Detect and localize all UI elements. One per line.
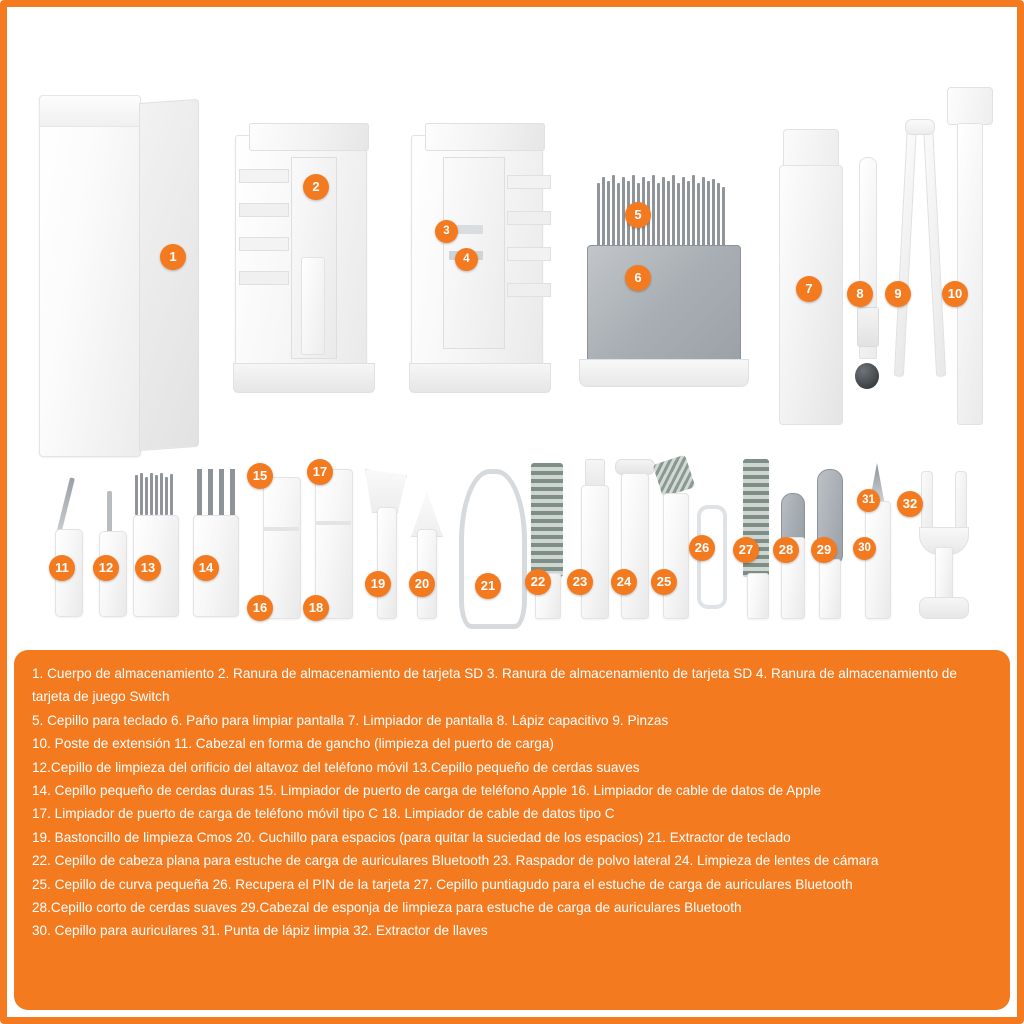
callout-3: 3 [435, 220, 458, 243]
legend-line-4: 12.Cepillo de limpieza del orificio del altavoz del teléfono móvil 13.Cepillo pequeño de cerdas suaves [32, 759, 640, 775]
legend-line-2: 5. Cepillo para teclado 6. Paño para limpiar pantalla 7. Limpiador de pantalla 8. Lápiz capacitivo 9. Pinzas [32, 712, 669, 728]
item-hook-head-wire [56, 477, 75, 534]
callout-5: 5 [625, 202, 651, 228]
item-case-right-tray-b [507, 211, 551, 225]
callout-14: 14 [193, 555, 219, 581]
product-photo-area [7, 7, 1017, 637]
callout-13: 13 [135, 555, 161, 581]
callout-28: 28 [773, 537, 799, 563]
item-tweezers-right-arm [923, 125, 946, 377]
item-case-left-tray-a [239, 169, 289, 183]
item-cloth-holder [579, 359, 749, 387]
item-short-soft-brush-head [781, 493, 805, 541]
legend-line-6: 17. Limpiador de puerto de carga de teléfono móvil tipo C 18. Limpiador de cable de datos tipo C [32, 806, 615, 822]
item-case-left-tray-d [239, 271, 289, 285]
item-keycap-puller [459, 469, 527, 629]
callout-8: 8 [847, 281, 873, 307]
callout-32: 32 [897, 491, 923, 517]
callout-30: 30 [853, 537, 876, 560]
item-extension-post-shaft [957, 123, 983, 425]
item-stylus-grip [857, 307, 879, 347]
item-flat-head-brush-bristles [531, 463, 563, 577]
item-pointed-brush-handle [747, 573, 769, 619]
callout-24: 24 [611, 569, 637, 595]
item-case-right-base [409, 363, 551, 393]
item-stylus-tip [855, 363, 879, 389]
item-case-right-tray-d [507, 283, 551, 297]
item-cmos-swab-handle [377, 507, 397, 619]
item-tweezers-joint [905, 119, 935, 135]
callout-11: 11 [49, 555, 75, 581]
callout-17: 17 [307, 459, 333, 485]
callout-19: 19 [365, 571, 391, 597]
callout-26: 26 [689, 535, 715, 561]
callout-7: 7 [796, 276, 822, 302]
item-case-left-tray-b [239, 203, 289, 217]
legend-line-9: 25. Cepillo de curva pequeña 26. Recupera el PIN de la tarjeta 27. Cepillo puntiagudo para el estuche de carga de auriculares Bluetooth [32, 876, 853, 892]
callout-18: 18 [303, 595, 329, 621]
legend-line-10: 28.Cepillo corto de cerdas suaves 29.Cabezal de esponja de limpieza para estuche de carga de auriculares Bluetooth [32, 900, 742, 916]
item-apple-port-cleaner-seam [263, 527, 299, 531]
item-storage-body [39, 95, 141, 457]
item-sponge-head-handle [819, 559, 841, 619]
item-storage-body-top [39, 95, 141, 127]
callout-25: 25 [651, 569, 677, 595]
callout-29: 29 [811, 537, 837, 563]
item-typec-port-cleaner-seam [315, 521, 351, 525]
callout-15: 15 [247, 463, 273, 489]
legend-line-5: 14. Cepillo pequeño de cerdas duras 15. Limpiador de puerto de carga de teléfono Apple 16. Limpiador de cable de datos de Apple [32, 783, 822, 799]
callout-2: 2 [303, 174, 329, 200]
item-case-right-tray-c [507, 247, 551, 261]
item-curve-brush-handle [663, 493, 689, 619]
legend-line-8: 22. Cepillo de cabeza plana para estuche de carga de auriculares Bluetooth 23. Raspador de polvo lateral 24. Limpieza de lentes de cámara [32, 853, 879, 869]
item-case-open-left-lid [249, 123, 369, 151]
item-dust-scraper-handle [581, 485, 609, 619]
legend-panel [14, 650, 1010, 1010]
item-case-left-spray-bottle [301, 257, 325, 355]
item-tweezers-left-arm [894, 125, 917, 377]
legend-line-1: 1. Cuerpo de almacenamiento 2. Ranura de almacenamiento de tarjeta SD 3. Ranura de almacenamiento de tarjeta SD 4. Ranura de almacenamiento de tarjeta de juego Switch [32, 666, 957, 705]
item-case-open-right-lid [425, 123, 545, 151]
item-screen-cloth [587, 245, 741, 367]
item-soft-brush-bristles [135, 473, 173, 515]
item-extension-post-head [947, 87, 993, 125]
callout-9: 9 [885, 281, 911, 307]
legend-line-11: 30. Cepillo para auriculares 31. Punta de lápiz limpia 32. Extractor de llaves [32, 923, 488, 939]
callout-6: 6 [625, 265, 651, 291]
item-keyboard-brush-bristles [597, 175, 725, 247]
item-storage-body-side [139, 99, 199, 451]
item-lens-cleaner-handle [621, 473, 649, 619]
item-case-right-tray-a [507, 175, 551, 189]
callout-21: 21 [475, 573, 501, 599]
callout-31: 31 [857, 489, 880, 512]
legend-line-3: 10. Poste de extensión 11. Cabezal en forma de gancho (limpieza del puerto de carga) [32, 736, 554, 752]
callout-10: 10 [942, 281, 968, 307]
legend-line-7: 19. Bastoncillo de limpieza Cmos 20. Cuchillo para espacios (para quitar la suciedad de los espacios) 21. Extractor de teclado [32, 829, 791, 845]
callout-16: 16 [247, 595, 273, 621]
callout-12: 12 [93, 555, 119, 581]
item-case-left-tray-c [239, 237, 289, 251]
callout-4: 4 [455, 248, 478, 271]
callout-1: 1 [160, 244, 186, 270]
callout-20: 20 [409, 571, 435, 597]
item-key-extractor-base [919, 597, 969, 619]
item-key-extractor-shaft [935, 547, 953, 601]
item-curve-brush-head [653, 455, 696, 498]
callout-27: 27 [733, 537, 759, 563]
item-case-left-base [233, 363, 375, 393]
callout-23: 23 [567, 569, 593, 595]
callout-22: 22 [525, 569, 551, 595]
item-spray-cleaner-cap [783, 129, 839, 167]
item-earphone-brush-handle [865, 501, 891, 619]
item-hard-brush-bristles [197, 469, 237, 517]
